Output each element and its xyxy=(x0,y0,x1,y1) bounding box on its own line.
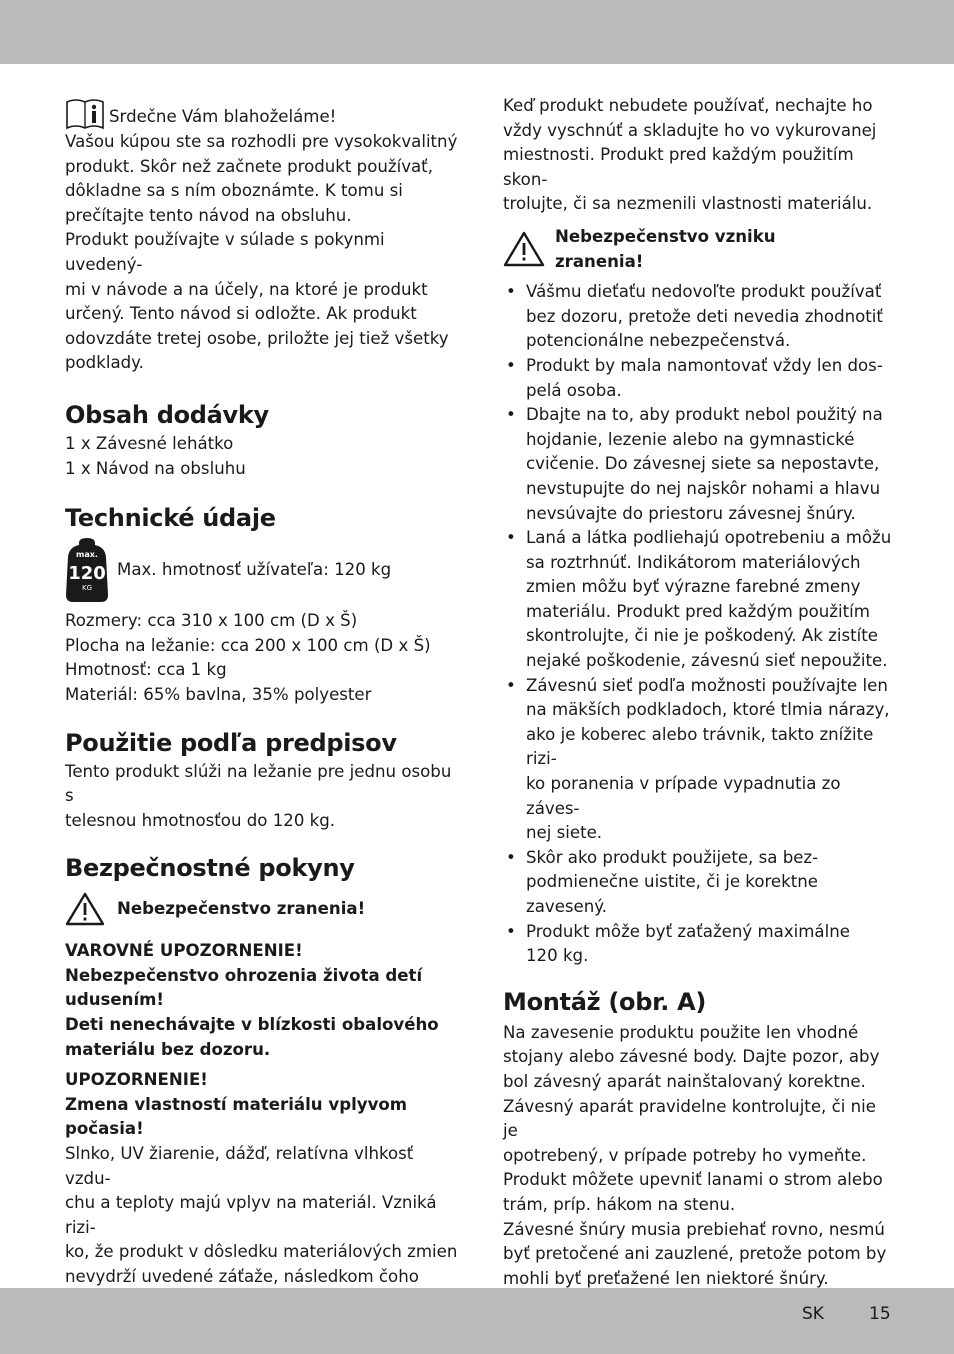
intro-text: Vašou kúpou ste sa rozhodli pre vysokokvalitný produkt. Skôr než začnete produkt používať, dôkladne sa s ním oboznámte. K tomu si prečítajte tento návod na obsluhu. Produkt používajte v súlade s pokynmi uvedený- mi v návode a na účely, na ktoré je produkt určený. Tento návod si odložte. Ak produkt odovzdáte tretej osobe, priložte jej tiež všetky podklady. xyxy=(65,132,458,373)
weight-icon-value: 120 xyxy=(68,563,106,585)
read-manual-icon xyxy=(65,98,105,130)
use-text: Tento produkt slúži na ležanie pre jednu osobu s telesnou hmotnosťou do 120 kg. xyxy=(65,761,452,830)
weight-icon-max: max. xyxy=(76,550,98,560)
header-bar xyxy=(0,0,954,64)
contents-text: 1 x Závesné lehátko 1 x Návod na obsluhu xyxy=(65,433,246,478)
warning-icon xyxy=(503,229,547,269)
warning2-title: UPOZORNENIE! xyxy=(65,1070,208,1090)
injury-heading-text: Nebezpečenstvo vzniku zranenia! xyxy=(555,226,776,271)
max-weight-icon xyxy=(65,537,109,603)
left-column xyxy=(65,98,460,1339)
list-item: • Laná a látka podliehajú opotrebeniu a môžu sa roztrhnúť. Indikátorom materiálových zmien môžu byť výrazne farebné zmeny materiálu. Produkt pred každým použitím skontrolujte, či nie je poškodený. Ak zistíte nejaké poškodenie, závesnú sieť nepoužite. xyxy=(503,526,895,674)
intro-greeting-line xyxy=(65,98,460,130)
warning1-title: VAROVNÉ UPOZORNENIE! xyxy=(65,941,303,961)
weight-icon-unit: KG xyxy=(81,584,93,593)
storage-text: Keď produkt nebudete používať, nechajte ho vždy vyschnúť a skladujte ho vo vykurovanej miestnosti. Produkt pred každým použitím skon- trolujte, či sa nezmenili vlastnosti materiálu. xyxy=(503,96,877,214)
warning1-line1: Nebezpečenstvo ohrozenia života detí udusením! xyxy=(65,965,423,1010)
warning2-text: Slnko, UV žiarenie, dážď, relatívna vlhkosť vzdu- chu a teploty majú vplyv na materiál. Vzniká rizi- ko, že produkt v dôsledku materiálových zmien nevydrží uvedené záťaže, následkom čoho xyxy=(65,1144,458,1286)
list-item: • Dbajte na to, aby produkt nebol použitý na hojdanie, lezenie alebo na gymnastické cvičenie. Do závesnej siete sa nepostavte, nevstupujte do nej najskôr nohami a hlavu nevsúvajte do priestoru závesnej šnúry. xyxy=(503,403,895,526)
warning-icon xyxy=(65,891,109,927)
page-number: 15 xyxy=(869,1304,891,1324)
injury-warning-text: Nebezpečenstvo zranenia! xyxy=(117,898,366,918)
warning1-line2: Deti nenechávajte v blízkosti obalového materiálu bez dozoru. xyxy=(65,1015,439,1059)
tech-heading: Technické údaje xyxy=(65,504,276,533)
warning-block-1 xyxy=(65,939,460,1062)
list-item: • Závesnú sieť podľa možnosti používajte len na mäkších podkladoch, ktoré tlmia nárazy, ako je koberec alebo trávnik, takto znížite rizi- ko poranenia v prípade vypadnutia zo záves- nej siete. xyxy=(503,674,895,846)
assembly-text: Na zavesenie produktu použite len vhodné stojany alebo závesné body. Dajte pozor, aby bol závesný aparát nainštalovaný korektne. Závesný aparát pravidelne kontrolujte, či nie je opotrebený, v prípade potreby ho vymeňte. Produkt môžete upevniť lanami o strom alebo trám, príp. hákom na stenu. Závesné šnúry musia prebiehať rovno, nesmú byť pretočené ani zauzlené, pretože potom by mohli byť preťažené len niektoré šnúry. xyxy=(503,1022,887,1288)
max-weight-text: Max. hmotnosť užívateľa: 120 kg xyxy=(117,559,392,579)
injury-warning-line xyxy=(65,891,460,927)
right-column xyxy=(503,94,895,1291)
injury-heading-line xyxy=(503,225,895,274)
assembly-heading: Montáž (obr. A) xyxy=(503,987,707,1016)
warning-block-2 xyxy=(65,1068,460,1142)
tech-text: Rozmery: cca 310 x 100 cm (D x Š) Plocha na ležanie: cca 200 x 100 cm (D x Š) Hmotnosť: cca 1 kg Materiál: 65% bavlna, 35% polyester xyxy=(65,611,431,704)
safety-heading: Bezpečnostné pokyny xyxy=(65,854,355,883)
warning2-line1: Zmena vlastností materiálu vplyvom počasia! xyxy=(65,1094,408,1139)
use-heading: Použitie podľa predpisov xyxy=(65,728,397,757)
footer-language: SK xyxy=(802,1304,824,1324)
contents-heading: Obsah dodávky xyxy=(65,400,269,429)
list-item: • Skôr ako produkt použijete, sa bez- podmienečne uistite, či je korektne zavesený. xyxy=(503,846,895,920)
list-item: • Vášmu dieťaťu nedovoľte produkt používať bez dozoru, pretože deti nevedia zhodnotiť potencionálne nebezpečenstvá. xyxy=(503,280,895,354)
max-weight-row xyxy=(65,537,460,603)
list-item: • Produkt by mala namontovať vždy len dos- pelá osoba. xyxy=(503,354,895,403)
list-item: • Produkt môže byť zaťažený maximálne 120 kg. xyxy=(503,920,895,969)
intro-greeting: Srdečne Vám blahoželáme! xyxy=(109,107,337,127)
safety-bullet-list xyxy=(503,280,895,969)
